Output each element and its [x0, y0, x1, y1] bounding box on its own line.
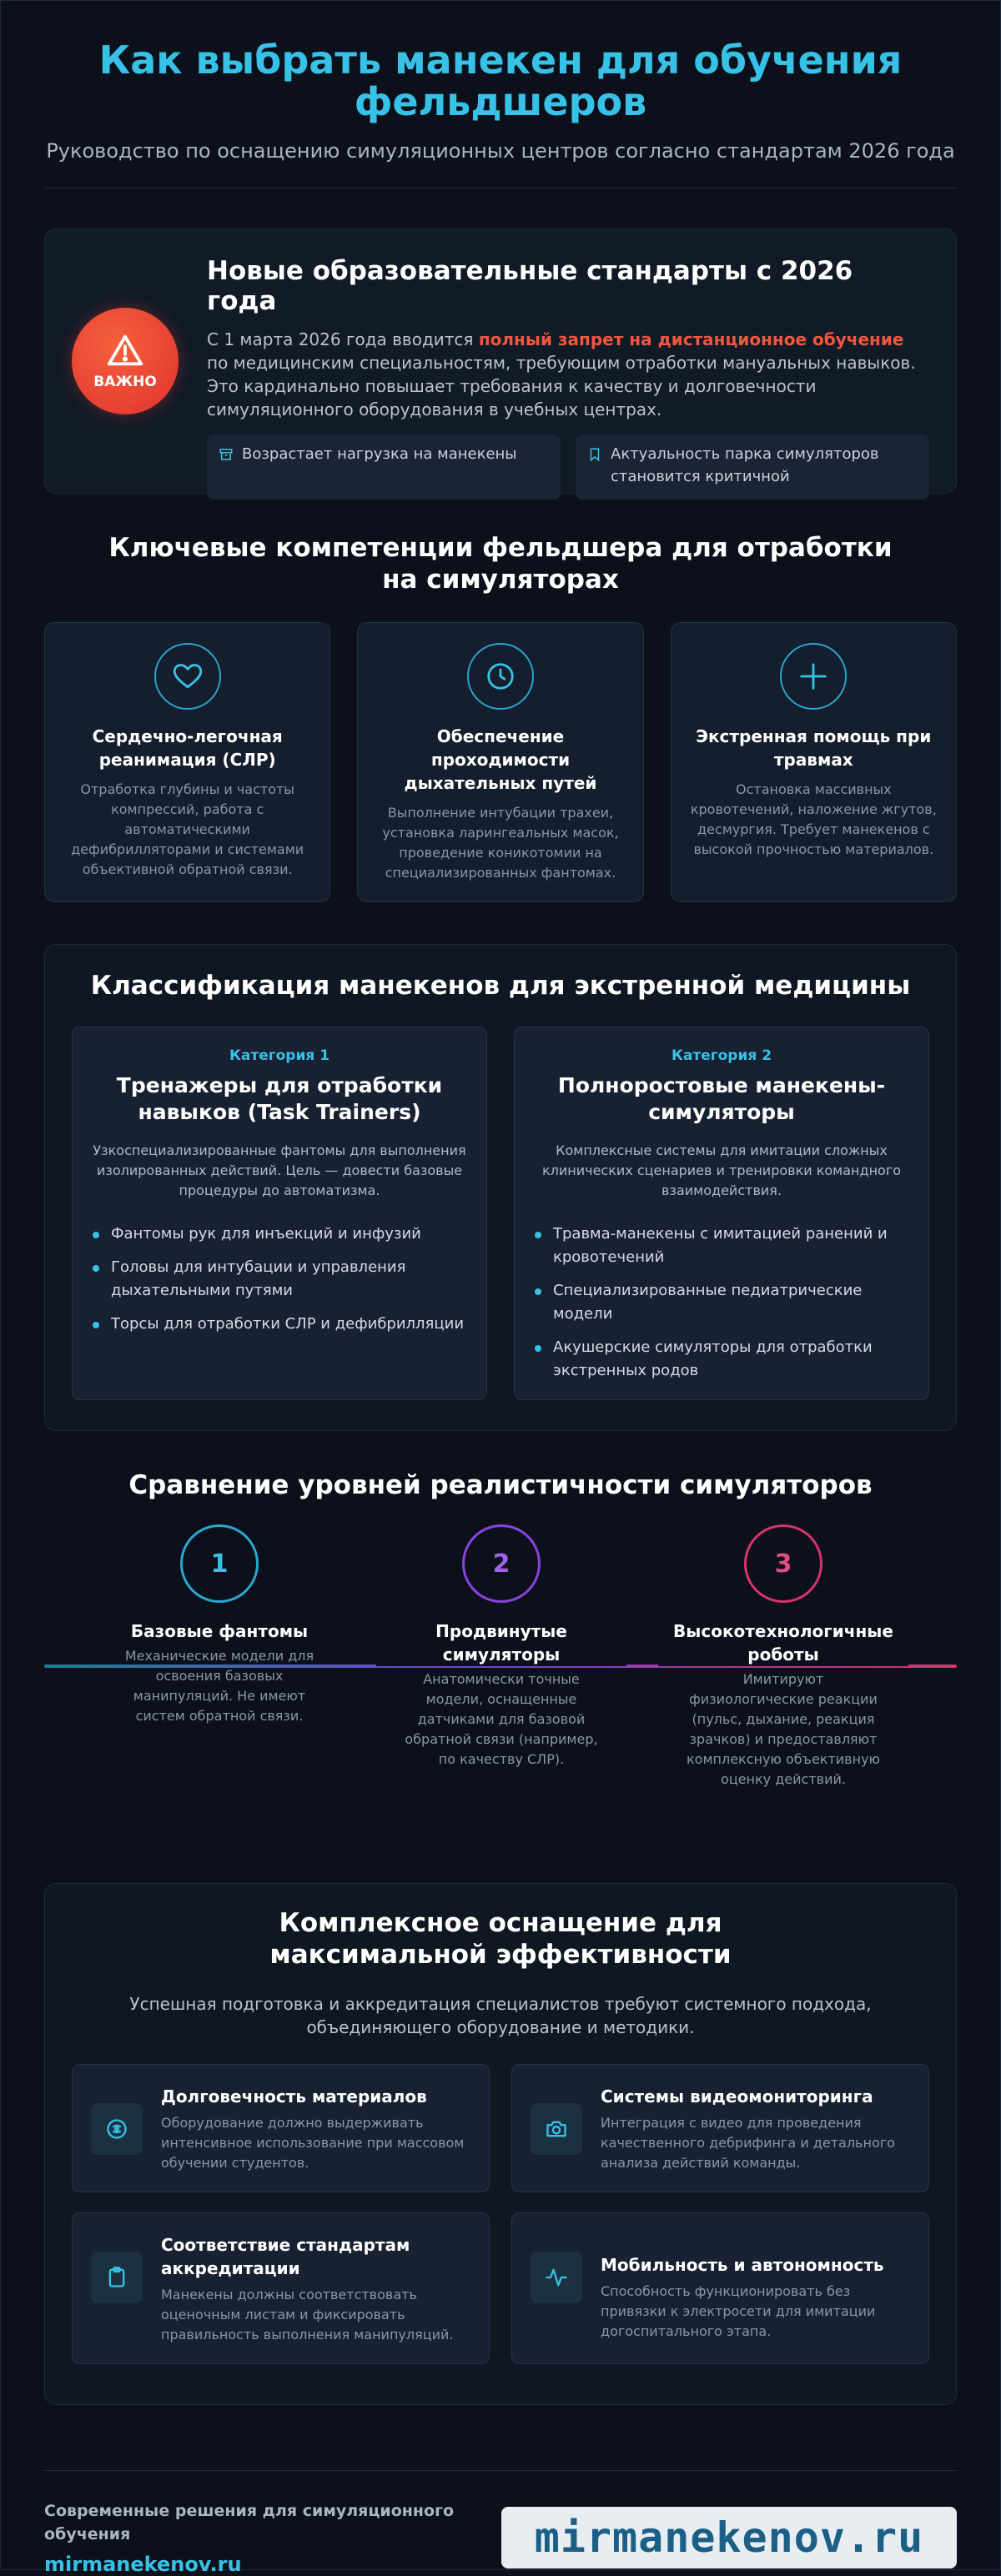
standards-alert-card [44, 228, 957, 494]
footer [44, 2499, 957, 2576]
competencies-title: Ключевые компетенции фельдшера для отработки на симуляторах [108, 533, 893, 595]
equipment-icon-box [531, 2103, 582, 2155]
activity-icon [545, 2266, 568, 2289]
clock-icon [485, 660, 516, 692]
footer-site-link[interactable]: mirmanekenov.ru [44, 2553, 242, 2576]
footer-tagline: Современные решения для симуляционного обучения [44, 2502, 455, 2543]
category-label: Категория 1 [229, 1047, 330, 1064]
alert-text-part: С 1 марта 2026 года вводится [207, 329, 479, 349]
alert-tag-text: Актуальность парка симуляторов становится критичной [611, 445, 879, 485]
classification-section [44, 944, 957, 1431]
classification-grid [72, 1027, 929, 1400]
level-number: 1 [180, 1524, 259, 1603]
durability-icon [105, 2117, 128, 2141]
equipment-icon-box [531, 2252, 582, 2303]
footer-text-block [44, 2499, 495, 2576]
realism-level [658, 1524, 908, 1790]
level-desc: Имитируют физиологические реакции (пульс, дыхание, реакция зрачков) и предоставляют комплексную объективную оценку действий. [686, 1671, 880, 1787]
equipment-desc: Интеграция с видео для проведения качественного дебрифинга и детального анализа действий команды. [601, 2115, 895, 2171]
list-item: Специализированные педиатрические модели [535, 1279, 908, 1326]
category-card [514, 1027, 929, 1400]
list-item: Фантомы рук для инъекций и инфузий [93, 1223, 466, 1246]
category-list [93, 1223, 466, 1336]
equipment-desc: Манекены должны соответствовать оценочным листам и фиксировать правильность выполнения манипуляций. [161, 2287, 454, 2343]
competency-desc: Отработка глубины и частоты компрессий, работа с автоматическими дефибрилляторами и системами объективной обратной связи. [71, 781, 304, 877]
category-desc: Комплексные системы для имитации сложных клинических сценариев и тренировки командного взаимодействия. [541, 1142, 902, 1198]
equipment-subtitle: Успешная подготовка и аккредитация специалистов требуют системного подхода, объединяющего оборудование и методики. [129, 1994, 872, 2037]
equipment-desc: Оборудование должно выдерживать интенсивное использование при массовом обучении студентов. [161, 2115, 465, 2171]
equipment-name: Соответствие стандартам аккредитации [161, 2235, 410, 2278]
alert-tag-text: Возрастает нагрузка на манекены [242, 445, 517, 463]
competency-name: Экстренная помощь при травмах [696, 726, 932, 770]
equipment-card [72, 2212, 490, 2364]
equipment-card [511, 2064, 929, 2192]
list-item: Травма-манекены с имитацией ранений и кровотечений [535, 1223, 908, 1269]
realism-timeline [44, 1524, 957, 1858]
equipment-text [161, 2085, 470, 2172]
equipment-name: Мобильность и автономность [601, 2255, 884, 2275]
realism-title: Сравнение уровней реалистичности симуляторов [128, 1470, 873, 1500]
alert-highlight: полный запрет на дистанционное обучение [478, 329, 904, 349]
level-name: Высокотехнологичные роботы [658, 1619, 908, 1666]
important-badge [72, 308, 179, 414]
plus-icon [797, 660, 829, 692]
competency-desc: Остановка массивных кровотечений, наложение жгутов, десмургия. Требует манекенов с высокой прочностью материалов. [690, 781, 937, 857]
competency-desc: Выполнение интубации трахеи, установка ларингеальных масок, проведение коникотомии на специализированных фантомах. [382, 805, 619, 881]
list-item: Торсы для отработки СЛР и дефибрилляции [93, 1313, 466, 1336]
competency-icon-ring [154, 643, 221, 710]
competency-card [671, 622, 957, 902]
competency-icon-ring [780, 643, 847, 710]
equipment-name: Долговечность материалов [161, 2086, 427, 2106]
level-name: Базовые фантомы [126, 1619, 313, 1643]
category-name: Тренажеры для отработки навыков (Task Trainers) [116, 1073, 443, 1124]
equipment-icon-box [91, 2103, 143, 2155]
level-number: 2 [462, 1524, 541, 1603]
category-card [72, 1027, 487, 1400]
level-name: Продвинутые симуляторы [376, 1619, 626, 1666]
equipment-icon-box [91, 2252, 143, 2303]
alert-tag [576, 434, 929, 500]
heart-icon [172, 660, 204, 692]
alert-tag [207, 434, 561, 500]
list-item: Головы для интубации и управления дыхательными путями [93, 1256, 466, 1303]
realism-level [94, 1524, 345, 1726]
competencies-grid [44, 622, 957, 902]
alert-body [207, 254, 929, 485]
level-desc: Анатомически точные модели, оснащенные датчиками для базовой обратной связи (например, по качеству СЛР). [405, 1671, 598, 1767]
level-number: 3 [744, 1524, 822, 1603]
warning-icon [106, 332, 144, 370]
competency-card [357, 622, 643, 902]
equipment-card [511, 2212, 929, 2364]
footer-divider [44, 2470, 957, 2471]
equipment-desc: Способность функционировать без привязки к электросети для имитации догоспитального этапа. [601, 2283, 876, 2339]
competency-icon-ring [467, 643, 534, 710]
category-desc: Узкоспециализированные фантомы для выполнения изолированных действий. Цель — довести базовые процедуры до автоматизма. [93, 1142, 466, 1198]
alert-title: Новые образовательные стандарты с 2026 года [207, 256, 853, 316]
equipment-grid [72, 2064, 929, 2364]
alert-tags [207, 434, 929, 500]
competency-name: Обеспечение проходимости дыхательных путей [404, 726, 597, 793]
clipboard-icon [105, 2266, 128, 2289]
equipment-text [161, 2233, 470, 2343]
equipment-text [601, 2233, 910, 2343]
important-badge-label: ВАЖНО [93, 374, 157, 390]
camera-icon [545, 2117, 568, 2141]
level-desc: Механические модели для освоения базовых манипуляций. Не имеют систем обратной связи. [124, 1648, 314, 1724]
category-list [535, 1223, 908, 1383]
realism-level [376, 1524, 626, 1770]
alert-text [207, 328, 929, 421]
competency-card [44, 622, 330, 902]
competency-name: Сердечно-легочная реанимация (СЛР) [92, 726, 283, 770]
page-title: Как выбрать манекен для обучения фельдшеров [98, 38, 903, 124]
category-name: Полноростовые манекены-симуляторы [557, 1073, 886, 1124]
equipment-name: Системы видеомониторинга [601, 2086, 873, 2106]
equipment-text [601, 2085, 910, 2172]
category-label: Категория 2 [671, 1047, 772, 1064]
list-item: Акушерские симуляторы для отработки экстренных родов [535, 1336, 908, 1383]
equipment-card [72, 2064, 490, 2192]
site-logo-text: mirmanekenov.ru [534, 2513, 924, 2562]
page-subtitle: Руководство по оснащению симуляционных центров согласно стандартам 2026 года [46, 139, 955, 163]
equipment-title: Комплексное оснащение для максимальной эффективности [269, 1908, 732, 1970]
alert-text-part: по медицинским специальностям, требующим отработки мануальных навыков. Это кардинально повышает требования к качеству и долговечности симуляционного оборудования в учебных центрах. [207, 353, 916, 419]
classification-title: Классификация манекенов для экстренной медицины [90, 971, 911, 1001]
site-logo[interactable] [501, 2507, 957, 2568]
archive-icon [219, 447, 234, 462]
equipment-section [44, 1883, 957, 2405]
bookmark-icon [587, 447, 602, 462]
